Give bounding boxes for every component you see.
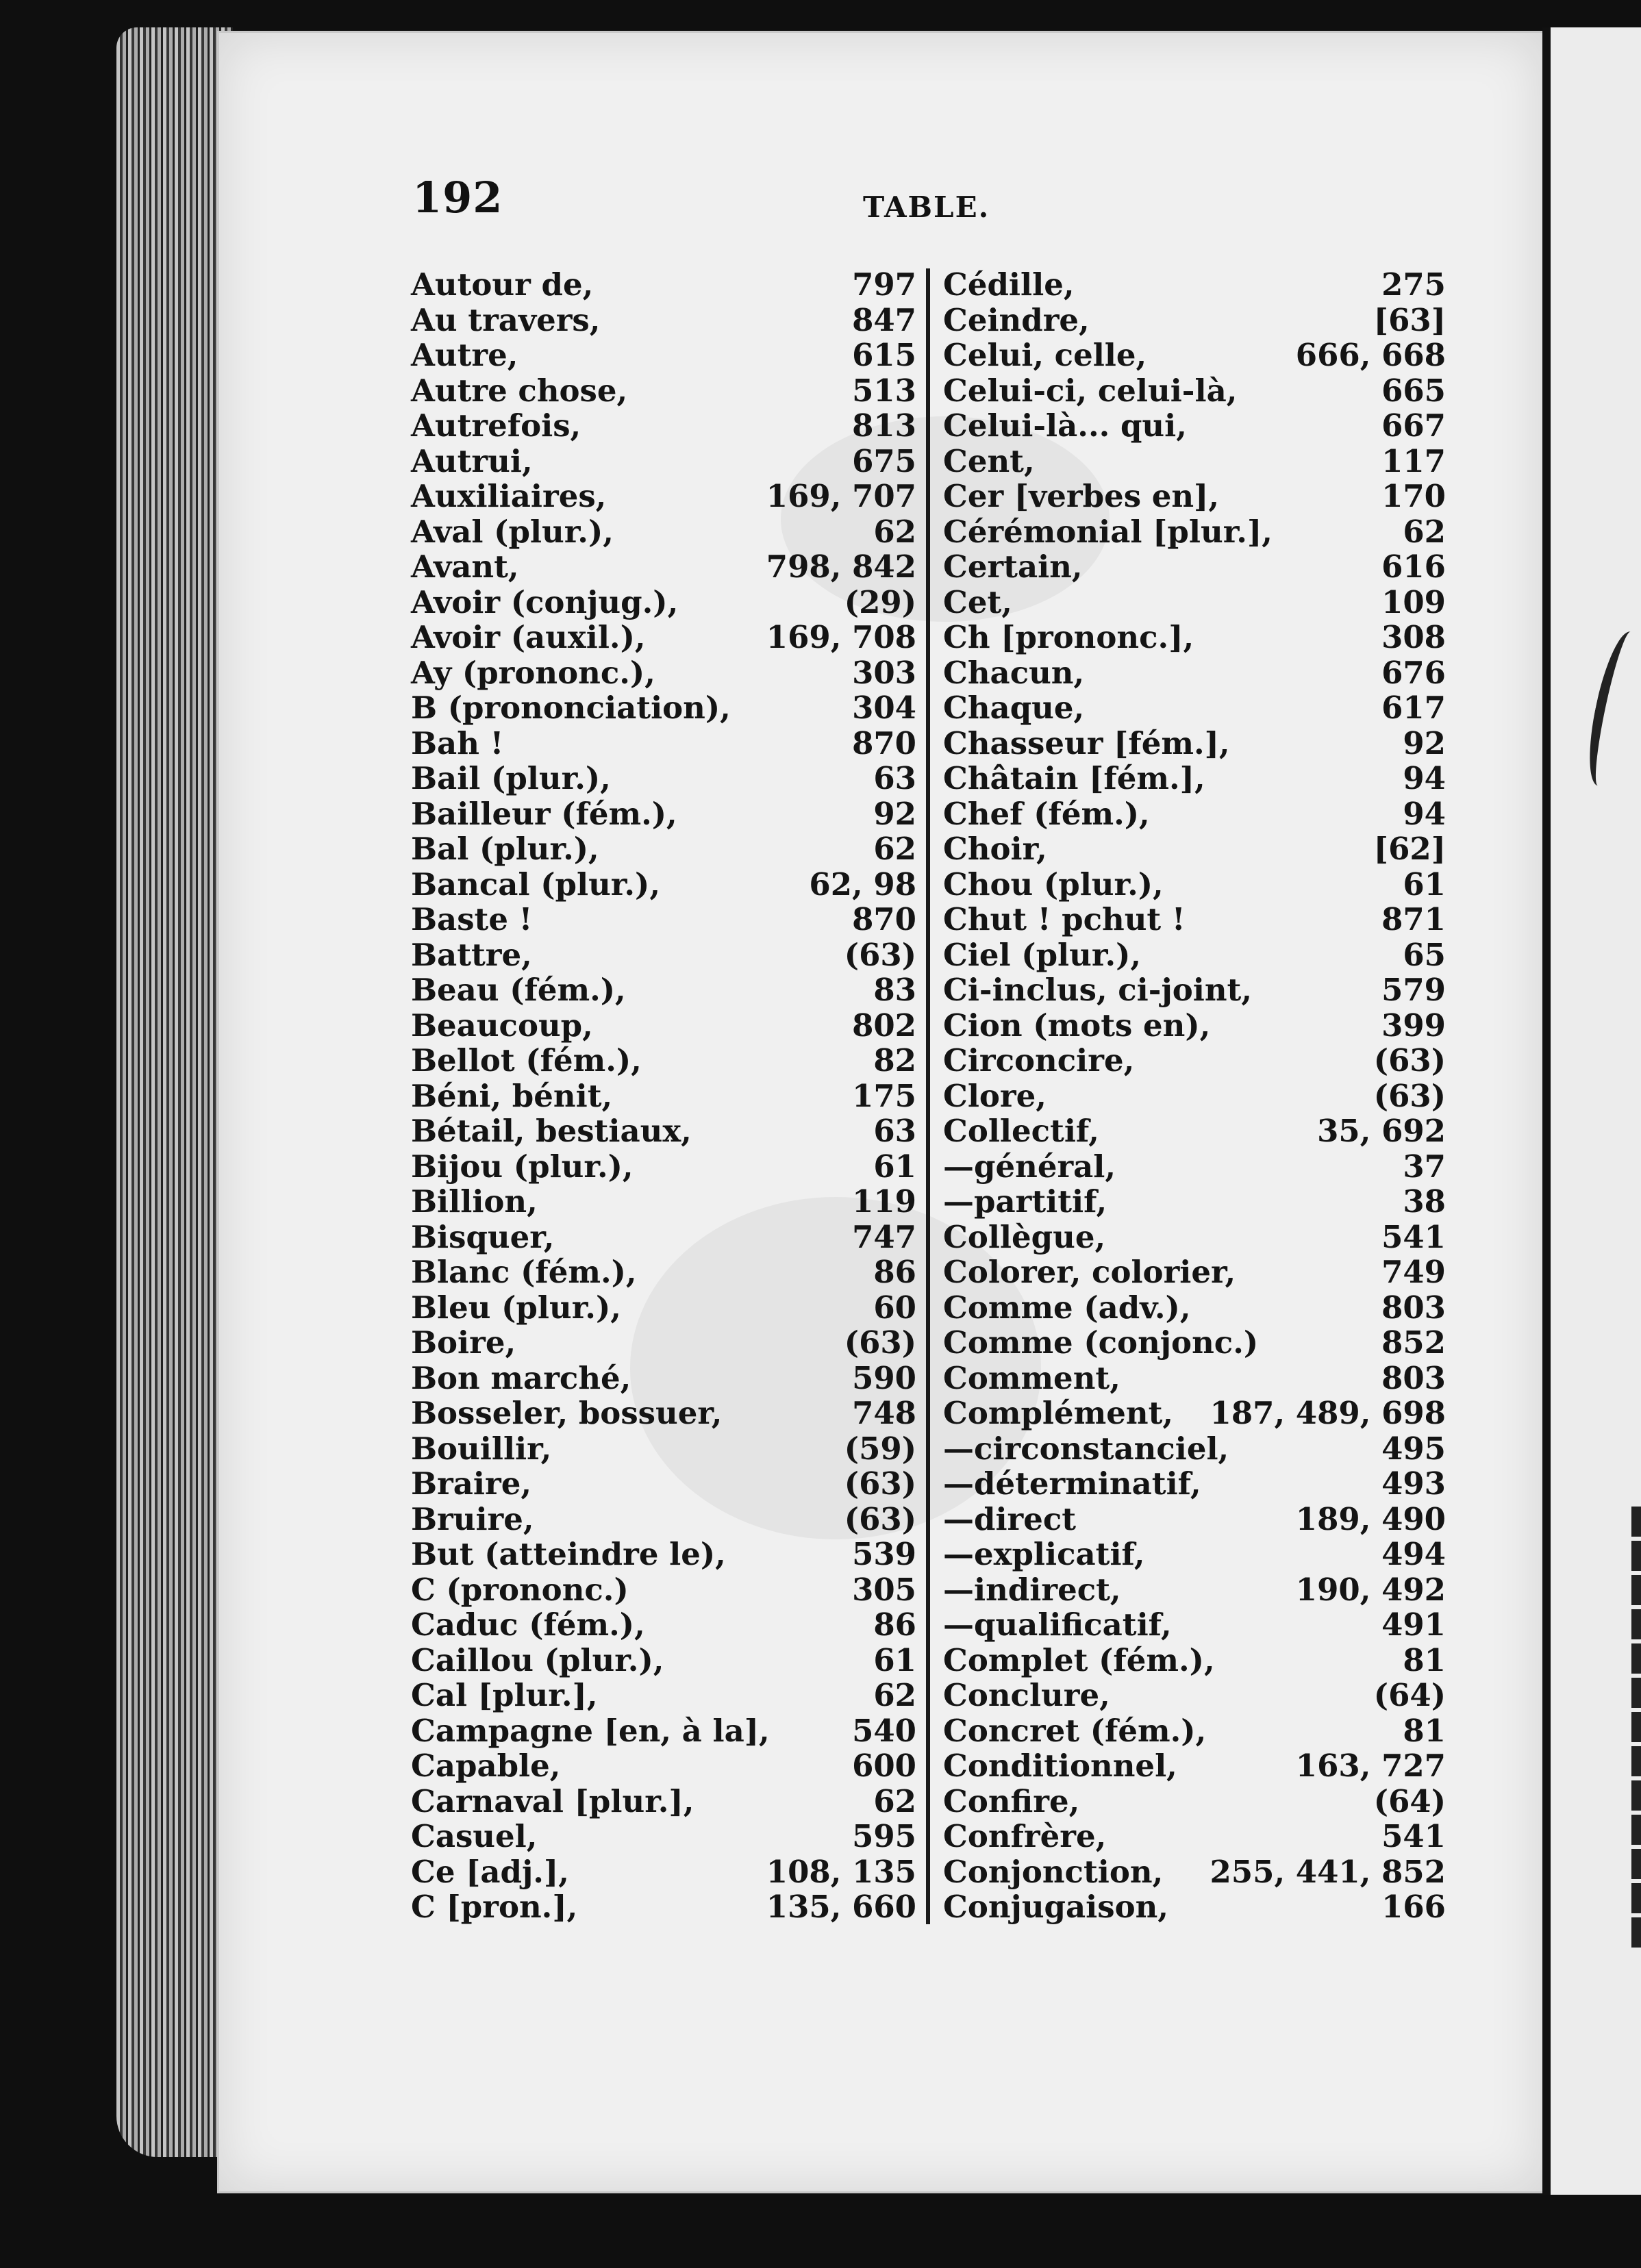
index-reference: 61 bbox=[873, 1148, 916, 1185]
index-term: Avant, bbox=[411, 549, 519, 585]
index-reference: 847 bbox=[852, 301, 916, 338]
index-entry bbox=[943, 796, 1446, 832]
index-term: Bellot (fém.), bbox=[411, 1042, 642, 1079]
index-reference: 615 bbox=[852, 337, 916, 373]
index-entry bbox=[943, 1713, 1446, 1749]
index-term: C [pron.], bbox=[411, 1889, 578, 1925]
index-entry bbox=[411, 1713, 916, 1749]
index-reference: 255, 441, 852 bbox=[1210, 1853, 1446, 1890]
index-term: Cet, bbox=[943, 583, 1012, 620]
index-term: But (atteindre le), bbox=[411, 1536, 726, 1572]
index-entry bbox=[943, 1466, 1446, 1502]
index-entry bbox=[943, 1008, 1446, 1044]
index-term: Aval (plur.), bbox=[411, 513, 614, 550]
index-reference: 303 bbox=[852, 654, 916, 691]
index-column-left bbox=[411, 267, 916, 1925]
index-reference: 62 bbox=[873, 831, 916, 867]
index-entry bbox=[411, 1819, 916, 1854]
index-entry bbox=[943, 1854, 1446, 1890]
index-term: Caillou (plur.), bbox=[411, 1641, 664, 1678]
index-term: Colorer, colorier, bbox=[943, 1254, 1236, 1290]
index-reference: 616 bbox=[1381, 549, 1446, 585]
index-term: Bancal (plur.), bbox=[411, 866, 660, 903]
index-entry bbox=[943, 514, 1446, 550]
index-reference: 748 bbox=[852, 1395, 916, 1431]
index-reference: 109 bbox=[1381, 583, 1446, 620]
index-entry bbox=[411, 831, 916, 867]
index-entry bbox=[943, 585, 1446, 620]
index-entry bbox=[411, 867, 916, 903]
index-entry bbox=[943, 373, 1446, 409]
index-term: —explicatif, bbox=[943, 1536, 1145, 1572]
book-page-edges bbox=[116, 27, 233, 2157]
index-term: Chacun, bbox=[943, 654, 1085, 691]
index-reference: 35, 692 bbox=[1317, 1113, 1446, 1149]
index-reference: 62 bbox=[1403, 513, 1446, 550]
index-term: Comme (adv.), bbox=[943, 1289, 1191, 1326]
index-entry bbox=[943, 972, 1446, 1008]
index-entry bbox=[411, 1643, 916, 1678]
index-term: Avoir (conjug.), bbox=[411, 583, 679, 620]
index-entry bbox=[943, 937, 1446, 973]
index-reference: 675 bbox=[852, 442, 916, 479]
index-term: Conditionnel, bbox=[943, 1748, 1177, 1784]
index-entry bbox=[943, 1572, 1446, 1608]
index-term: Choir, bbox=[943, 831, 1047, 867]
index-term: Celui, celle, bbox=[943, 337, 1147, 373]
index-entry bbox=[943, 1537, 1446, 1572]
index-term: Capable, bbox=[411, 1748, 561, 1784]
index-reference: 494 bbox=[1381, 1536, 1446, 1572]
index-entry bbox=[411, 267, 916, 303]
index-term: —circonstanciel, bbox=[943, 1430, 1229, 1467]
index-entry bbox=[943, 1643, 1446, 1678]
index-entry bbox=[943, 303, 1446, 338]
index-entry bbox=[943, 1290, 1446, 1326]
index-reference: 117 bbox=[1381, 442, 1446, 479]
index-term: Chou (plur.), bbox=[943, 866, 1164, 903]
index-term: Concret (fém.), bbox=[943, 1712, 1207, 1749]
index-entry bbox=[411, 1220, 916, 1255]
index-reference: 83 bbox=[873, 972, 916, 1008]
index-entry bbox=[411, 1854, 916, 1890]
index-reference: 541 bbox=[1381, 1218, 1446, 1255]
index-term: Conclure, bbox=[943, 1677, 1110, 1713]
index-term: Ceindre, bbox=[943, 301, 1090, 338]
index-reference: 187, 489, 698 bbox=[1210, 1395, 1446, 1431]
index-term: Bisquer, bbox=[411, 1218, 555, 1255]
index-term: C (prononc.) bbox=[411, 1571, 629, 1608]
index-reference: 119 bbox=[852, 1183, 916, 1220]
index-term: Beaucoup, bbox=[411, 1007, 593, 1044]
index-entry bbox=[943, 867, 1446, 903]
index-term: Caduc (fém.), bbox=[411, 1606, 645, 1643]
index-reference: 63 bbox=[873, 760, 916, 796]
index-term: Celui-ci, celui-là, bbox=[943, 372, 1238, 409]
index-term: Complément, bbox=[943, 1395, 1174, 1431]
index-reference: 61 bbox=[1403, 866, 1446, 903]
index-entry bbox=[411, 726, 916, 761]
index-reference: 92 bbox=[1403, 724, 1446, 761]
index-entry bbox=[411, 1325, 916, 1361]
index-reference: (64) bbox=[1373, 1677, 1446, 1713]
index-reference: 495 bbox=[1381, 1430, 1446, 1467]
index-reference: 82 bbox=[873, 1042, 916, 1079]
index-entry bbox=[943, 1889, 1446, 1925]
index-term: Autrefois, bbox=[411, 407, 581, 444]
index-term: Beau (fém.), bbox=[411, 972, 626, 1008]
index-term: Autre chose, bbox=[411, 372, 628, 409]
index-term: Ay (prononc.), bbox=[411, 654, 655, 691]
index-reference: 108, 135 bbox=[766, 1853, 916, 1890]
index-term: Bal (plur.), bbox=[411, 831, 599, 867]
index-term: Conjugaison, bbox=[943, 1889, 1168, 1925]
index-term: Ce [adj.], bbox=[411, 1853, 569, 1890]
index-reference: 667 bbox=[1381, 407, 1446, 444]
index-term: Autour de, bbox=[411, 266, 594, 303]
index-entry bbox=[943, 1607, 1446, 1643]
index-reference: 579 bbox=[1381, 972, 1446, 1008]
index-term: Circoncire, bbox=[943, 1042, 1135, 1079]
index-term: Certain, bbox=[943, 549, 1083, 585]
index-reference: 166 bbox=[1381, 1889, 1446, 1925]
index-reference: 665 bbox=[1381, 372, 1446, 409]
index-term: Bétail, bestiaux, bbox=[411, 1113, 692, 1149]
index-entry bbox=[943, 338, 1446, 373]
facing-page-edge bbox=[1549, 27, 1641, 2195]
index-reference: 304 bbox=[852, 690, 916, 726]
index-reference: 797 bbox=[852, 266, 916, 303]
index-term: Comme (conjonc.) bbox=[943, 1324, 1259, 1361]
index-reference: 600 bbox=[852, 1748, 916, 1784]
index-term: Bah ! bbox=[411, 724, 504, 761]
index-reference: [63] bbox=[1373, 301, 1446, 338]
index-entry bbox=[943, 1748, 1446, 1784]
index-entry bbox=[943, 479, 1446, 514]
index-reference: 163, 727 bbox=[1295, 1748, 1446, 1784]
index-reference: 62, 98 bbox=[809, 866, 916, 903]
index-entry bbox=[943, 831, 1446, 867]
index-entry bbox=[411, 1502, 916, 1537]
index-entry bbox=[943, 1819, 1446, 1854]
index-reference: 852 bbox=[1381, 1324, 1446, 1361]
index-term: Au travers, bbox=[411, 301, 601, 338]
index-term: Clore, bbox=[943, 1077, 1047, 1114]
index-entry bbox=[943, 1784, 1446, 1819]
index-reference: 513 bbox=[852, 372, 916, 409]
index-reference: 540 bbox=[852, 1712, 916, 1749]
index-term: Bleu (plur.), bbox=[411, 1289, 621, 1326]
index-entry bbox=[411, 338, 916, 373]
index-term: Cérémonial [plur.], bbox=[943, 513, 1273, 550]
index-term: Battre, bbox=[411, 936, 532, 973]
index-entry bbox=[411, 1396, 916, 1431]
index-reference: (63) bbox=[844, 1500, 916, 1537]
index-entry bbox=[411, 373, 916, 409]
index-entry bbox=[411, 937, 916, 973]
index-term: Bijou (plur.), bbox=[411, 1148, 634, 1185]
index-reference: (63) bbox=[844, 1465, 916, 1502]
index-reference: 81 bbox=[1403, 1641, 1446, 1678]
index-entry bbox=[411, 1184, 916, 1220]
index-term: Collectif, bbox=[943, 1113, 1099, 1149]
index-column-right bbox=[943, 267, 1446, 1925]
running-head: TABLE. bbox=[863, 190, 990, 224]
index-entry bbox=[411, 1572, 916, 1608]
index-term: Autre, bbox=[411, 337, 518, 373]
index-entry bbox=[943, 444, 1446, 479]
index-term: —qualificatif, bbox=[943, 1606, 1172, 1643]
index-entry bbox=[943, 267, 1446, 303]
index-entry bbox=[943, 761, 1446, 796]
index-entry bbox=[411, 303, 916, 338]
index-reference: 170 bbox=[1381, 478, 1446, 514]
index-term: Ci-inclus, ci-joint, bbox=[943, 972, 1253, 1008]
index-entry bbox=[411, 1113, 916, 1149]
index-term: Confrère, bbox=[943, 1818, 1107, 1854]
index-reference: 539 bbox=[852, 1536, 916, 1572]
index-reference: 62 bbox=[873, 1677, 916, 1713]
index-entry bbox=[411, 1466, 916, 1502]
index-term: Bon marché, bbox=[411, 1359, 631, 1396]
index-entry bbox=[411, 1748, 916, 1784]
index-reference: 308 bbox=[1381, 619, 1446, 655]
index-entry bbox=[943, 1361, 1446, 1396]
index-reference: 62 bbox=[873, 513, 916, 550]
index-entry bbox=[411, 514, 916, 550]
index-reference: (63) bbox=[844, 936, 916, 973]
index-entry bbox=[943, 726, 1446, 761]
index-entry bbox=[943, 1325, 1446, 1361]
index-reference: 65 bbox=[1403, 936, 1446, 973]
index-entry bbox=[943, 1255, 1446, 1290]
index-reference: 871 bbox=[1381, 901, 1446, 937]
index-term: Confire, bbox=[943, 1782, 1080, 1819]
page-number: 192 bbox=[412, 173, 503, 223]
index-term: Campagne [en, à la], bbox=[411, 1712, 770, 1749]
index-entry bbox=[943, 1184, 1446, 1220]
index-reference: 305 bbox=[852, 1571, 916, 1608]
index-entry bbox=[943, 1149, 1446, 1185]
index-term: Ch [prononc.], bbox=[943, 619, 1194, 655]
index-term: Auxiliaires, bbox=[411, 478, 607, 514]
index-reference: 135, 660 bbox=[766, 1889, 916, 1925]
index-term: —général, bbox=[943, 1148, 1116, 1185]
index-term: Comment, bbox=[943, 1359, 1120, 1396]
index-reference: 94 bbox=[1403, 795, 1446, 832]
index-entry bbox=[943, 1113, 1446, 1149]
index-entry bbox=[411, 585, 916, 620]
index-term: —direct bbox=[943, 1500, 1077, 1537]
index-reference: 190, 492 bbox=[1295, 1571, 1446, 1608]
index-entry bbox=[943, 1043, 1446, 1079]
index-term: Chaque, bbox=[943, 690, 1085, 726]
index-reference: (29) bbox=[844, 583, 916, 620]
index-term: —indirect, bbox=[943, 1571, 1121, 1608]
index-term: Chef (fém.), bbox=[943, 795, 1150, 832]
index-entry bbox=[411, 408, 916, 444]
index-entry bbox=[411, 1149, 916, 1185]
index-entry bbox=[411, 972, 916, 1008]
index-term: Casuel, bbox=[411, 1818, 538, 1854]
index-term: Autrui, bbox=[411, 442, 533, 479]
index-term: Braire, bbox=[411, 1465, 532, 1502]
index-entry bbox=[943, 1220, 1446, 1255]
index-entry bbox=[943, 620, 1446, 655]
index-reference: 92 bbox=[873, 795, 916, 832]
index-entry bbox=[411, 620, 916, 655]
index-term: Complet (fém.), bbox=[943, 1641, 1215, 1678]
index-entry bbox=[411, 796, 916, 832]
index-reference: 493 bbox=[1381, 1465, 1446, 1502]
index-reference: (64) bbox=[1373, 1782, 1446, 1819]
index-term: Avoir (auxil.), bbox=[411, 619, 646, 655]
index-entry bbox=[943, 1502, 1446, 1537]
index-term: Blanc (fém.), bbox=[411, 1254, 637, 1290]
column-divider bbox=[926, 268, 930, 1924]
index-reference: 813 bbox=[852, 407, 916, 444]
index-entry bbox=[411, 902, 916, 937]
index-reference: 175 bbox=[852, 1077, 916, 1114]
index-reference: 189, 490 bbox=[1295, 1500, 1446, 1537]
index-term: Carnaval [plur.], bbox=[411, 1782, 694, 1819]
index-term: Conjonction, bbox=[943, 1853, 1164, 1890]
index-term: Châtain [fém.], bbox=[943, 760, 1205, 796]
index-reference: 60 bbox=[873, 1289, 916, 1326]
index-entry bbox=[411, 1889, 916, 1925]
index-term: Cédille, bbox=[943, 266, 1075, 303]
index-term: Chut ! pchut ! bbox=[943, 901, 1186, 937]
index-entry bbox=[411, 1043, 916, 1079]
index-term: Cent, bbox=[943, 442, 1035, 479]
index-reference: 747 bbox=[852, 1218, 916, 1255]
index-entry bbox=[943, 1396, 1446, 1431]
index-entry bbox=[411, 1255, 916, 1290]
index-term: Béni, bénit, bbox=[411, 1077, 613, 1114]
index-reference: 590 bbox=[852, 1359, 916, 1396]
index-reference: 802 bbox=[852, 1007, 916, 1044]
index-entry bbox=[411, 1784, 916, 1819]
index-term: Celui-là... qui, bbox=[943, 407, 1187, 444]
index-entry bbox=[411, 1008, 916, 1044]
index-entry bbox=[943, 690, 1446, 726]
index-entry bbox=[411, 444, 916, 479]
index-reference: 749 bbox=[1381, 1254, 1446, 1290]
index-reference: 595 bbox=[852, 1818, 916, 1854]
index-entry bbox=[411, 655, 916, 691]
index-reference: 666, 668 bbox=[1295, 337, 1446, 373]
index-reference: (63) bbox=[1373, 1042, 1446, 1079]
index-entry bbox=[411, 1431, 916, 1467]
index-term: Baste ! bbox=[411, 901, 533, 937]
index-reference: 399 bbox=[1381, 1007, 1446, 1044]
index-entry bbox=[943, 1678, 1446, 1713]
index-term: Cer [verbes en], bbox=[943, 478, 1220, 514]
facing-page-rule bbox=[1542, 27, 1551, 2195]
index-entry bbox=[943, 408, 1446, 444]
index-reference: 86 bbox=[873, 1606, 916, 1643]
index-term: Bruire, bbox=[411, 1500, 534, 1537]
index-entry bbox=[411, 549, 916, 585]
index-reference: 38 bbox=[1403, 1183, 1446, 1220]
index-reference: 169, 707 bbox=[766, 478, 916, 514]
index-term: Bosseler, bossuer, bbox=[411, 1395, 723, 1431]
index-term: Billion, bbox=[411, 1183, 538, 1220]
index-reference: 63 bbox=[873, 1113, 916, 1149]
index-entry bbox=[943, 1431, 1446, 1467]
index-reference: [62] bbox=[1373, 831, 1446, 867]
index-reference: 676 bbox=[1381, 654, 1446, 691]
index-entry bbox=[411, 1290, 916, 1326]
index-entry bbox=[411, 1079, 916, 1114]
index-reference: 61 bbox=[873, 1641, 916, 1678]
index-reference: (63) bbox=[1373, 1077, 1446, 1114]
index-term: Cal [plur.], bbox=[411, 1677, 598, 1713]
index-term: Bouillir, bbox=[411, 1430, 552, 1467]
index-reference: (59) bbox=[844, 1430, 916, 1467]
index-entry bbox=[411, 479, 916, 514]
index-term: B (prononciation), bbox=[411, 690, 731, 726]
index-reference: 37 bbox=[1403, 1148, 1446, 1185]
index-reference: 803 bbox=[1381, 1289, 1446, 1326]
index-entry bbox=[943, 1079, 1446, 1114]
index-term: Collègue, bbox=[943, 1218, 1106, 1255]
index-term: Boire, bbox=[411, 1324, 516, 1361]
index-term: Ciel (plur.), bbox=[943, 936, 1142, 973]
index-entry bbox=[411, 1537, 916, 1572]
index-reference: 491 bbox=[1381, 1606, 1446, 1643]
index-entry bbox=[411, 761, 916, 796]
index-entry bbox=[411, 690, 916, 726]
index-term: Cion (mots en), bbox=[943, 1007, 1211, 1044]
index-reference: (63) bbox=[844, 1324, 916, 1361]
index-reference: 94 bbox=[1403, 760, 1446, 796]
index-reference: 803 bbox=[1381, 1359, 1446, 1396]
index-reference: 169, 708 bbox=[766, 619, 916, 655]
index-entry bbox=[943, 902, 1446, 937]
index-term: Bailleur (fém.), bbox=[411, 795, 677, 832]
index-reference: 798, 842 bbox=[766, 549, 916, 585]
index-term: —partitif, bbox=[943, 1183, 1107, 1220]
index-term: Chasseur [fém.], bbox=[943, 724, 1230, 761]
index-term: Bail (plur.), bbox=[411, 760, 611, 796]
index-entry bbox=[411, 1361, 916, 1396]
index-reference: 870 bbox=[852, 901, 916, 937]
index-term: —déterminatif, bbox=[943, 1465, 1201, 1502]
index-entry bbox=[943, 655, 1446, 691]
index-reference: 62 bbox=[873, 1782, 916, 1819]
index-reference: 275 bbox=[1381, 266, 1446, 303]
index-reference: 541 bbox=[1381, 1818, 1446, 1854]
index-entry bbox=[943, 549, 1446, 585]
index-entry bbox=[411, 1678, 916, 1713]
index-reference: 617 bbox=[1381, 690, 1446, 726]
index-reference: 870 bbox=[852, 724, 916, 761]
index-reference: 81 bbox=[1403, 1712, 1446, 1749]
index-entry bbox=[411, 1607, 916, 1643]
index-reference: 86 bbox=[873, 1254, 916, 1290]
